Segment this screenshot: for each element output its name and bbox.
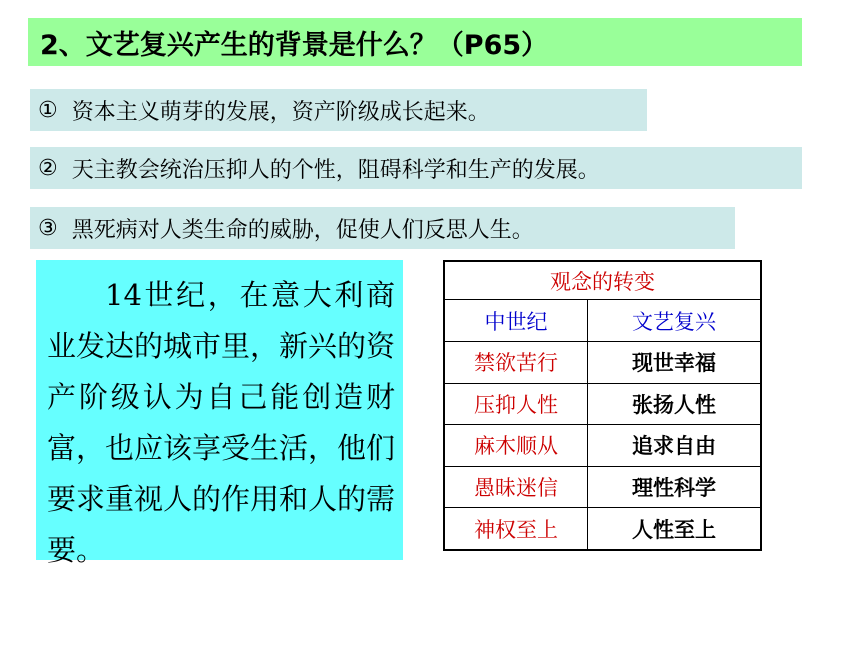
concept-change-table — [443, 260, 762, 551]
point-text: 资本主义萌芽的发展，资产阶级成长起来。 — [71, 99, 490, 125]
table-cell-renaissance: 理性科学 — [588, 466, 760, 508]
background-point-3 — [30, 207, 735, 249]
table-cell-medieval: 禁欲苦行 — [445, 341, 588, 383]
background-point-1 — [30, 89, 647, 131]
column-header-renaissance: 文艺复兴 — [588, 299, 760, 341]
column-header-medieval: 中世纪 — [445, 299, 588, 341]
context-passage: 14世纪，在意大利商业发达的城市里，新兴的资产阶级认为自己能创造财富，也应该享受生活，他们要求重视人的作用和人的需要。 — [36, 260, 403, 560]
point-text: 黑死病对人类生命的威胁，促使人们反思人生。 — [71, 217, 534, 243]
background-point-2 — [30, 147, 802, 189]
table-header: 观念的转变 — [550, 269, 655, 294]
table-cell-medieval: 愚昧迷信 — [445, 466, 588, 508]
table-cell-renaissance: 追求自由 — [588, 424, 760, 466]
point-number: ③ — [38, 215, 58, 241]
point-number: ② — [38, 155, 58, 181]
table-cell-renaissance: 张扬人性 — [588, 383, 760, 425]
table-cell-medieval: 神权至上 — [445, 507, 588, 549]
table-cell-renaissance: 人性至上 — [588, 507, 760, 549]
table-cell-medieval: 压抑人性 — [445, 383, 588, 425]
table-cell-renaissance: 现世幸福 — [588, 341, 760, 383]
table-cell-medieval: 麻木顺从 — [445, 424, 588, 466]
point-number: ① — [38, 97, 58, 123]
slide-title: 2、文艺复兴产生的背景是什么？（P65） — [28, 18, 802, 66]
point-text: 天主教会统治压抑人的个性，阻碍科学和生产的发展。 — [71, 157, 600, 183]
